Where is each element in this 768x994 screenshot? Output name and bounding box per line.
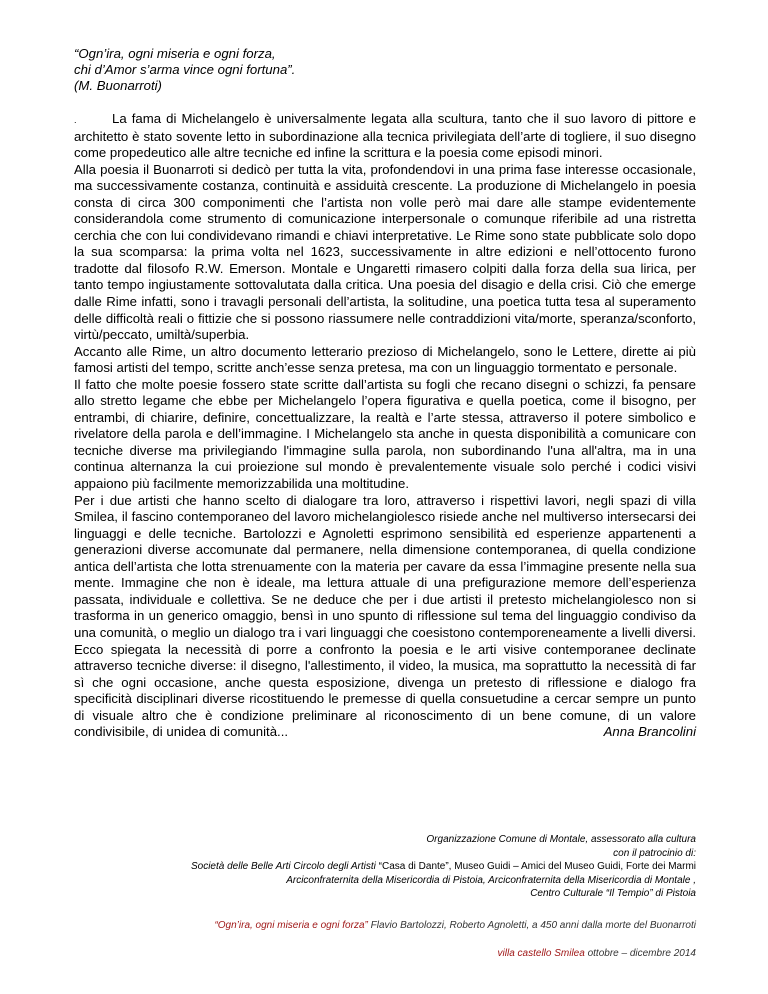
- epigraph-author: (M. Buonarroti): [74, 78, 162, 93]
- patronage-intro: con il patrocinio di:: [613, 847, 696, 859]
- exhibition-line: [56, 919, 696, 933]
- exhibition-subtitle: Flavio Bartolozzi, Roberto Agnoletti, a 450 anni dalla morte del Buonarroti: [367, 920, 696, 931]
- epigraph-line-2: chi d’Amor s’arma vince ogni fortuna”.: [74, 62, 296, 77]
- patrons-line-3: Centro Culturale “Il Tempio” di Pistoia: [530, 888, 696, 900]
- patrons-line-2: Arciconfraternita della Misericordia di Pistoia, Arciconfraternita della Misericordia di Montale ,: [286, 874, 696, 886]
- paragraph-4: Il fatto che molte poesie fossero state scritte dall’artista su fogli che recano disegni o schizzi, fa pensare allo stretto legame che ebbe per Michelangelo l’opera figurativa e quella poetica, come il bisogno, per entrambi, di chiarire, definire, concettualizzare, la realtà e l’arte stessa, attraverso il potere simbolico e rivelatore della parola e dell’immagine. I Michelangelo sta anche in questa disponibilità a comunicare con tecniche diverse ma privilegiando l'immagine sulla parola, non subordinando l'una all'altra, ma in una continua alternanza la cui proiezione sul mondo è prevalentemente visuale solo perché i codici visivi appaiono più facilmente memorizzabilida una moltitudine.: [74, 376, 696, 492]
- paragraph-1-text: La fama di Michelangelo è universalmente legata alla scultura, tanto che il suo lavoro di pittore e architetto è stato sovente letto in subordinazione alla tecnica privilegiata dell’arte di togliere, il suo disegno come propedeutico alle altre tecniche ed infine la scrittura e la poesia come episodi minori.: [74, 111, 696, 161]
- paragraph-1: [74, 111, 696, 162]
- exhibition-dates: ottobre – dicembre 2014: [584, 948, 696, 959]
- organization-line: Organizzazione Comune di Montale, assessorato alla cultura: [426, 834, 696, 845]
- credits-block: [56, 833, 696, 901]
- document-page: [74, 46, 696, 741]
- exhibition-title: “Ogn’ira, ogni miseria e ogni forza”: [214, 920, 368, 931]
- epigraph: [74, 46, 696, 94]
- paragraph-5-text: Per i due artisti che hanno scelto di dialogare tra loro, attraverso i rispettivi lavori, negli spazi di villa Smilea, il fascino contemporaneo del lavoro michelangiolesco risiede anche nel multiverso intersecarsi dei linguaggi e delle tecniche. Bartolozzi e Agnoletti esprimono sensibilità ed esperienze appartenenti a generazioni diverse accomunate dal permanere, nella dimensione contemporanea, di quella condizione antica dell’artista che lotta strenuamente con la materia per cavare da essa l’immagine presente nella sua mente. Immagine che non è ideale, ma lettura attuale di una prefigurazione memore dell’esperienza passata, individuale e collettiva. Se ne deduce che per i due artisti il pretesto michelangiolesco non si trasforma in un generico omaggio, bensì in uno spunto di riflessione sul tema del linguaggio condiviso da una comunità, o meglio un dialogo tra i vari linguaggi che coesistono contemporeneamente a livelli diversi. Ecco spiegata la necessità di porre a confronto la poesia e le arti visive contemporanee declinate attraverso tecniche diverse: il disegno, l'allestimento, il video, la musica, ma soprattutto la necessità di far sì che ogni occasione, anche questa esposizione, divenga un pretesto di riflessione e dialogo fra specificità disciplinari diverse ricostituendo le premesse di quella consuetudine a cercar sempre un punto di visuale altro che è condizione preliminare al riconoscimento di un bene comune, di un valore condivisibile, di unidea di comunità...: [74, 492, 696, 740]
- patrons-line-1-prefix: Società delle Belle Arti Circolo degli Artisti: [190, 861, 376, 873]
- venue-line: [56, 947, 696, 961]
- paragraph-3: Accanto alle Rime, un altro documento letterario prezioso di Michelangelo, sono le Lettere, dirette ai più famosi artisti del tempo, scritte anch’esse senza pretesa, ma con un linguaggio tormentato e personale.: [74, 343, 696, 376]
- paragraph-marker: .: [74, 115, 77, 125]
- patrons-line-1: [56, 860, 696, 874]
- essay-body: [74, 111, 696, 741]
- paragraph-5: [74, 493, 696, 741]
- author-signature: Anna Brancolini: [603, 724, 696, 740]
- paragraph-2: Alla poesia il Buonarroti si dedicò per tutta la vita, profondendovi in una prima fase interesse occasionale, ma successivamente costanza, continuità e assiduità crescente. La produzione di Michelangelo in poesia consta di circa 300 componimenti che l’artista non volle però mai dare alle stampe evidentemente considerandola come strumento di comunicazione interpersonale o comunque riferibile ad una ristretta cerchia che con lui condividevano rimandi e chiavi interpretative. Le Rime sono state pubblicate solo dopo la sua scomparsa: la prima volta nel 1623, successivamente in altre edizioni e nell’ottocento furono tradotte dal filosofo R.W. Emerson. Montale e Ungaretti rimasero colpiti dalla forza della sua lirica, per tanto tempo ingiustamente sottovalutata dalla critica. Una poesia del disagio e della crisi. Ciò che emerge dalle Rime infatti, sono i travagli personali dell’artista, la solitudine, una poetica tutta tesa al superamento delle difficoltà reali o fittizie che si possono riassumere nelle contraddizioni vita/morte, speranza/sconforto, virtù/peccato, umiltà/superbia.: [74, 161, 696, 343]
- venue-name: villa castello Smilea: [497, 948, 585, 959]
- patrons-line-1-rest: “Casa di Dante”, Museo Guidi – Amici del Museo Guidi, Forte dei Marmi: [375, 861, 696, 873]
- epigraph-line-1: “Ogn’ira, ogni miseria e ogni forza,: [74, 46, 276, 61]
